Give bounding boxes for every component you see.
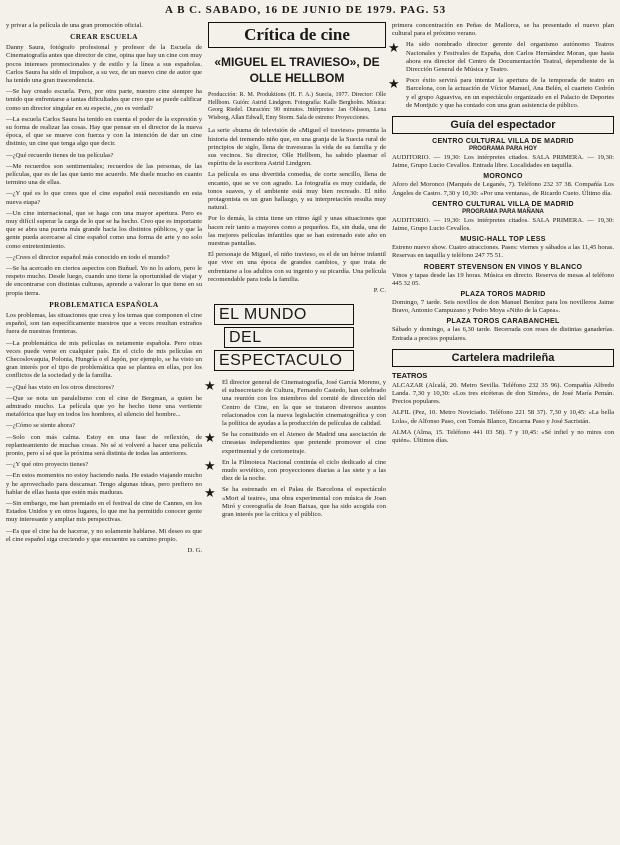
star-icon: ★: [388, 40, 400, 56]
venue-title: MUSIC-HALL TOP LESS: [460, 236, 546, 244]
paragraph: —¿Y qué es lo que crees que el cine español está necesitando en esta nueva etapa?: [6, 190, 202, 206]
paragraph: —Es que el cine ha de hacerse, y no solamente hablarse. Mi deseo es que el cine español siga creciendo y que encuentre su camino propio.: [6, 527, 202, 543]
paragraph: Los problemas, las situaciones que crea y los temas que componen el cine español, son tan específicamente nuestros que a veces resultan extraños fuera de nuestras fronteras.: [6, 311, 202, 336]
paragraph: —Sin embargo, me han premiado en el festival de cine de Cannes, en los Estados Unidos y en otros lugares, lo que me ha permitido conocer gente muy interesante y ampliar mis perspectivas.: [6, 499, 202, 524]
review-headline: «MIGUEL EL TRAVIESO», DE OLLE HELLBOM: [214, 55, 380, 85]
subheading-problematica: PROBLEMATICA ESPAÑOLA: [49, 300, 159, 309]
venue-title: CENTRO CULTURAL VILLA DE MADRID: [432, 200, 574, 208]
page-header: [0, 0, 620, 20]
venue-info: AUDITORIO. — 19,30: Los intérpretes citados. SALA PRIMERA. — 19,30: Jaime, Grupo Lucio Cevallos. Entrada libre. Localidades en taquilla.: [392, 154, 614, 170]
paragraph: Danny Saura, fotógrafo profesional y profesor de la Escuela de Cinematografía antes que director de cine, opina que hay un cine con muy pocos intereses promocionales y de estilo y la línea a sus españolas. Carlos Saura ha sido el impulsor, a su vez, de un nuevo cine de autor que ha tenido una gran trascendencia.: [6, 44, 202, 85]
venue-title: PLAZA TOROS CARABANCHEL: [446, 318, 560, 326]
news-item: [204, 457, 386, 484]
paragraph: —Me recuerdos son sentimentales; recuerdos de las personas, de las películas, que es de las que tanto me acuerdo. Me duele mucho en cuanto termino una de ellas.: [6, 162, 202, 187]
listing: ALFIL (Pez, 10. Metro Noviciado. Teléfono 221 58 37). 7,30 y 10,45: «La bella Lola», de Alfonso Paso, con Tomás Blanco, Encarna Paso y José Sacristán.: [392, 409, 614, 425]
star-icon: ★: [204, 485, 216, 501]
paragraph: La película es una divertida comedia, de corte sencillo, llena de encanto, que se ve con agrado. La fotografía es muy cuidada, de tonos suaves, y el ambiente está muy bien recreado. El niño protagonista es un gran hallazgo, y su interpretación resulta muy natural.: [208, 171, 386, 212]
section-title-cartelera: Cartelera madrileña: [392, 349, 614, 367]
news-text: Poco éxito servirá para intentar la apertura de la temporada de teatro en Barcelona, con la actuación de Víctor Manuel, Ana Belén, el cuarteto Cedrón y el grupo Aguaviva, en un espectáculo organizado en el Palacio de Deportes de Montjuïc y que ha contado con una gran asistencia de público.: [406, 77, 614, 109]
paragraph: El personaje de Miguel, el niño travieso, es el de un héroe infantil que vive en una época de grandes cambios, y que trata de enfrentarse a los adultos con su ingenio y su picardía. Una película recomendable para toda la familia.: [208, 251, 386, 283]
paragraph: —En estos momentos no estoy haciendo nada. He estado viajando mucho y he aprovechado para descansar. Tengo algunas ideas, pero prefiero no hablar de ellas hasta que estén más maduras.: [6, 472, 202, 496]
star-icon: ★: [204, 430, 216, 446]
section-title-guia: Guía del espectador: [392, 116, 614, 134]
venue-info: Aforo del Moronco (Marqués de Leganés, 7). Teléfono 232 37 38. Compañía Los Ángeles de Castro. 7,30 y 10,30: «Por una ventana», de Ricardo Cueto. Último día.: [392, 181, 614, 197]
paragraph: —La escuela Carlos Saura ha tenido en cuenta el poder de la expresión y su forma de realizar las cosas. Hay que pensar en el director de la nueva época, el que se mueve con fuerza y con la intención de dar un cine distinto, un cine que tenga algo que decir.: [6, 115, 202, 148]
mundo-line: ESPECTACULO: [214, 350, 354, 371]
news-text: Ha sido nombrado director gerente del organismo autónomo Teatros Nacionales y Festivales de España, don Carlos Hernández Moran, que hasta ahora era director del Centro de Documentación Teatral, dependiente de la Dirección General de Música y Teatro.: [406, 41, 614, 74]
venue-title: ROBERT STEVENSON EN VINOS Y BLANCO: [423, 263, 583, 271]
news-text: En la Filmoteca Nacional continúa el ciclo dedicado al cine mudo soviético, con proyecciones diarias a las siete y a las diez de la noche.: [222, 458, 386, 483]
venue-subtitle: PROGRAMA PARA HOY: [468, 146, 538, 153]
column-critica: [204, 22, 386, 522]
star-icon: ★: [204, 378, 216, 394]
section-title-critica: Crítica de cine: [208, 22, 386, 48]
film-credits: Producción: R. M. Produktions (H. F. A.) Suecia, 1977. Director: Olle Hellbom. Guión: Astrid Lindgren. Fotografía: Kalle Bergholm. Música: Georg Riedel. Duración: 90 minutos. Intérpretes: Jan Ohlsson, Lena Wisborg, Allan Edwall, Emy Storm. Sala de estreno: Proyecciones.: [208, 92, 386, 121]
listing: ALMA (Alma, 15. Teléfono 441 03 58). 7 y 10,45: «Sé infiel y no mires con quién». Últimos días.: [392, 428, 614, 445]
venue-info: AUDITORIO. — 19,30: Los intérpretes citados. SALA PRIMERA. — 19,30: Jaime, Grupo Lucio Cevallos.: [392, 216, 614, 233]
venue-title: PLAZA TOROS MADRID: [460, 291, 546, 299]
column-guia: [388, 22, 614, 448]
paragraph: primera concentración en Peñas de Mallorca, se ha presentado el nuevo plan cultural para el próximo verano.: [392, 22, 614, 38]
venue-title: MORONCO: [483, 173, 523, 181]
venue-info: Vinos y tapas desde las 19 horas. Música en directo. Reserva de mesas al teléfono 445 32 05.: [392, 271, 614, 287]
news-text: El director general de Cinematografía, José García Moreno, y el subsecretario de Cultura, Fernando Castedo, han celebrado una reunión con los miembros del comité de dirección del Centro de Cine, en la que se trataron diversos asuntos relacionados con la nueva legislación cinematográfica y con la política de ayudas a la producción de películas de calidad.: [222, 379, 386, 428]
paragraph: —Que se nota un paralelismo con el cine de Bergman, a quien he admirado mucho. La película que yo he hecho tiene una vertiente metafórica que hay en todos los hombres, el silencio del hombre...: [6, 394, 202, 419]
column-interview: [6, 22, 202, 558]
venue-title: CENTRO CULTURAL VILLA DE MADRID: [432, 138, 574, 146]
teatros-heading: TEATROS: [392, 370, 428, 380]
venue-info: Domingo, 7 tarde. Seis novillos de don Manuel Benítez para los novilleros Jaime Bravo, Antonio Campuzano y Pedro Moya «Niño de la Capea».: [392, 299, 614, 315]
paragraph: —¿Qué recuerdo tienes de tus películas?: [6, 151, 114, 159]
paragraph: La serie «buena de televisión de «Miguel el travieso» presenta la historia del tremendo niño que, en una granja de la Suecia rural de principios de siglo, llena de travesuras la vida de su familia y de sus vecinos. Su director, Olle Hellbom, ha sabido plasmar el espíritu de la escritora Astrid Lindgren.: [208, 127, 386, 168]
news-item: [204, 430, 386, 456]
venue-subtitle: PROGRAMA PARA MAÑANA: [462, 208, 544, 215]
section-title-mundo-espectaculo: [214, 304, 354, 371]
paragraph: —¿Y qué otro proyecto tienes?: [6, 461, 89, 469]
news-text: Se ha estrenado en el Palau de Barcelona el espectáculo «Mort al teatre», una obra experimental con música de Joan Miró y coreografía de Joan Baixas, que ha sido acogida con gran interés por la crítica y el público.: [222, 486, 386, 519]
paragraph: —¿Cómo se siente ahora?: [6, 422, 76, 430]
venue-info: Sábado y domingo, a las 6,30 tarde. Becerrada con reses de distintas ganaderías. Entrada a precios populares.: [392, 326, 614, 342]
page-header-text: A B C. SABADO, 16 DE JUNIO DE 1979. PAG. 53: [165, 4, 447, 16]
star-icon: ★: [204, 457, 216, 473]
news-item: [204, 485, 386, 519]
news-item: [388, 76, 614, 110]
venue-info: Estreno nuevo show. Cuatro atracciones. Pases: viernes y sábados a las 11,45 horas. Reservas en taquilla y teléfono 247 75 51.: [392, 244, 614, 260]
star-icon: ★: [388, 76, 400, 92]
interview-intro: y privar a la película de una gran promoción oficial.: [6, 22, 143, 29]
paragraph: —Se ha acercado en ciertos aspectos con Buñuel. Yo no lo adoro, pero le respeto mucho. Desde luego, cuando uno tiene la oportunidad de viajar y de encontrarse con distintas culturas, aprende a valorar lo que tiene en su propia tierra.: [6, 265, 202, 297]
paragraph: —¿Qué has visto en los otros directores?: [6, 383, 115, 391]
subheading-crear-escuela: CREAR ESCUELA: [70, 33, 138, 42]
paragraph: —La problemática de mis películas es netamente española. Pero otras veces puede verse en cualquier país. En el ciclo de mis películas en Checoslovaquia, Polonia, Hungría o el Japón, por ejemplo, se ha visto un gran interés por el tipo de problemática que se plantea en ellas, por los conflictos de la sociedad y de la familia.: [6, 339, 202, 380]
paragraph: —¿Crees el director español más conocido en todo el mundo?: [6, 253, 170, 261]
mundo-line: EL MUNDO: [214, 304, 354, 325]
news-text: Se ha constituido en el Ateneo de Madrid una asociación de cineastas independientes que pretende promover el cine experimental y de cortometraje.: [222, 431, 386, 455]
paragraph: Por lo demás, la cinta tiene un ritmo ágil y unas situaciones que hacen reír tanto a mayores como a pequeños. Es, sin duda, una de las mejores películas infantiles que se han estrenado este año en nuestras pantallas.: [208, 215, 386, 248]
listing: ALCAZAR (Alcalá, 20. Metro Sevilla. Teléfono 232 35 96). Compañía Alfredo Landa. 7,30 y 10,30: «Los tres etcéteras de don Simón», de José María Pemán. Precios populares.: [392, 381, 614, 406]
paragraph: —Un cine internacional, que se haga con una mayor apertura. Pero es muy difícil superar la carga de lo que se ha hecho. Creo que es importante que se abra una puerta más grande hacia los distintos públicos, y que la gente pueda acercarse al cine español como una forma de arte y no solo como entretenimiento.: [6, 209, 202, 250]
paragraph: —Solo con más calma. Estoy en una fase de reflexión, de replanteamiento de muchas cosas. No sé si volveré a hacer una película pronto, pero sí sé que la próxima será distinta de todas las anteriores.: [6, 433, 202, 457]
paragraph: —Se hay creado escuela. Pero, por otra parte, nuestro cine siempre ha tenido que enfrentarse a tantas dificultades que creo que se puede calificar como un director singular en su especie, ¿no es verdad?: [6, 88, 202, 112]
author-signature: D. G.: [187, 546, 202, 554]
news-item: [388, 40, 614, 74]
news-item: [204, 378, 386, 428]
review-signature: P. C.: [373, 287, 386, 295]
mundo-line: DEL: [224, 327, 354, 348]
